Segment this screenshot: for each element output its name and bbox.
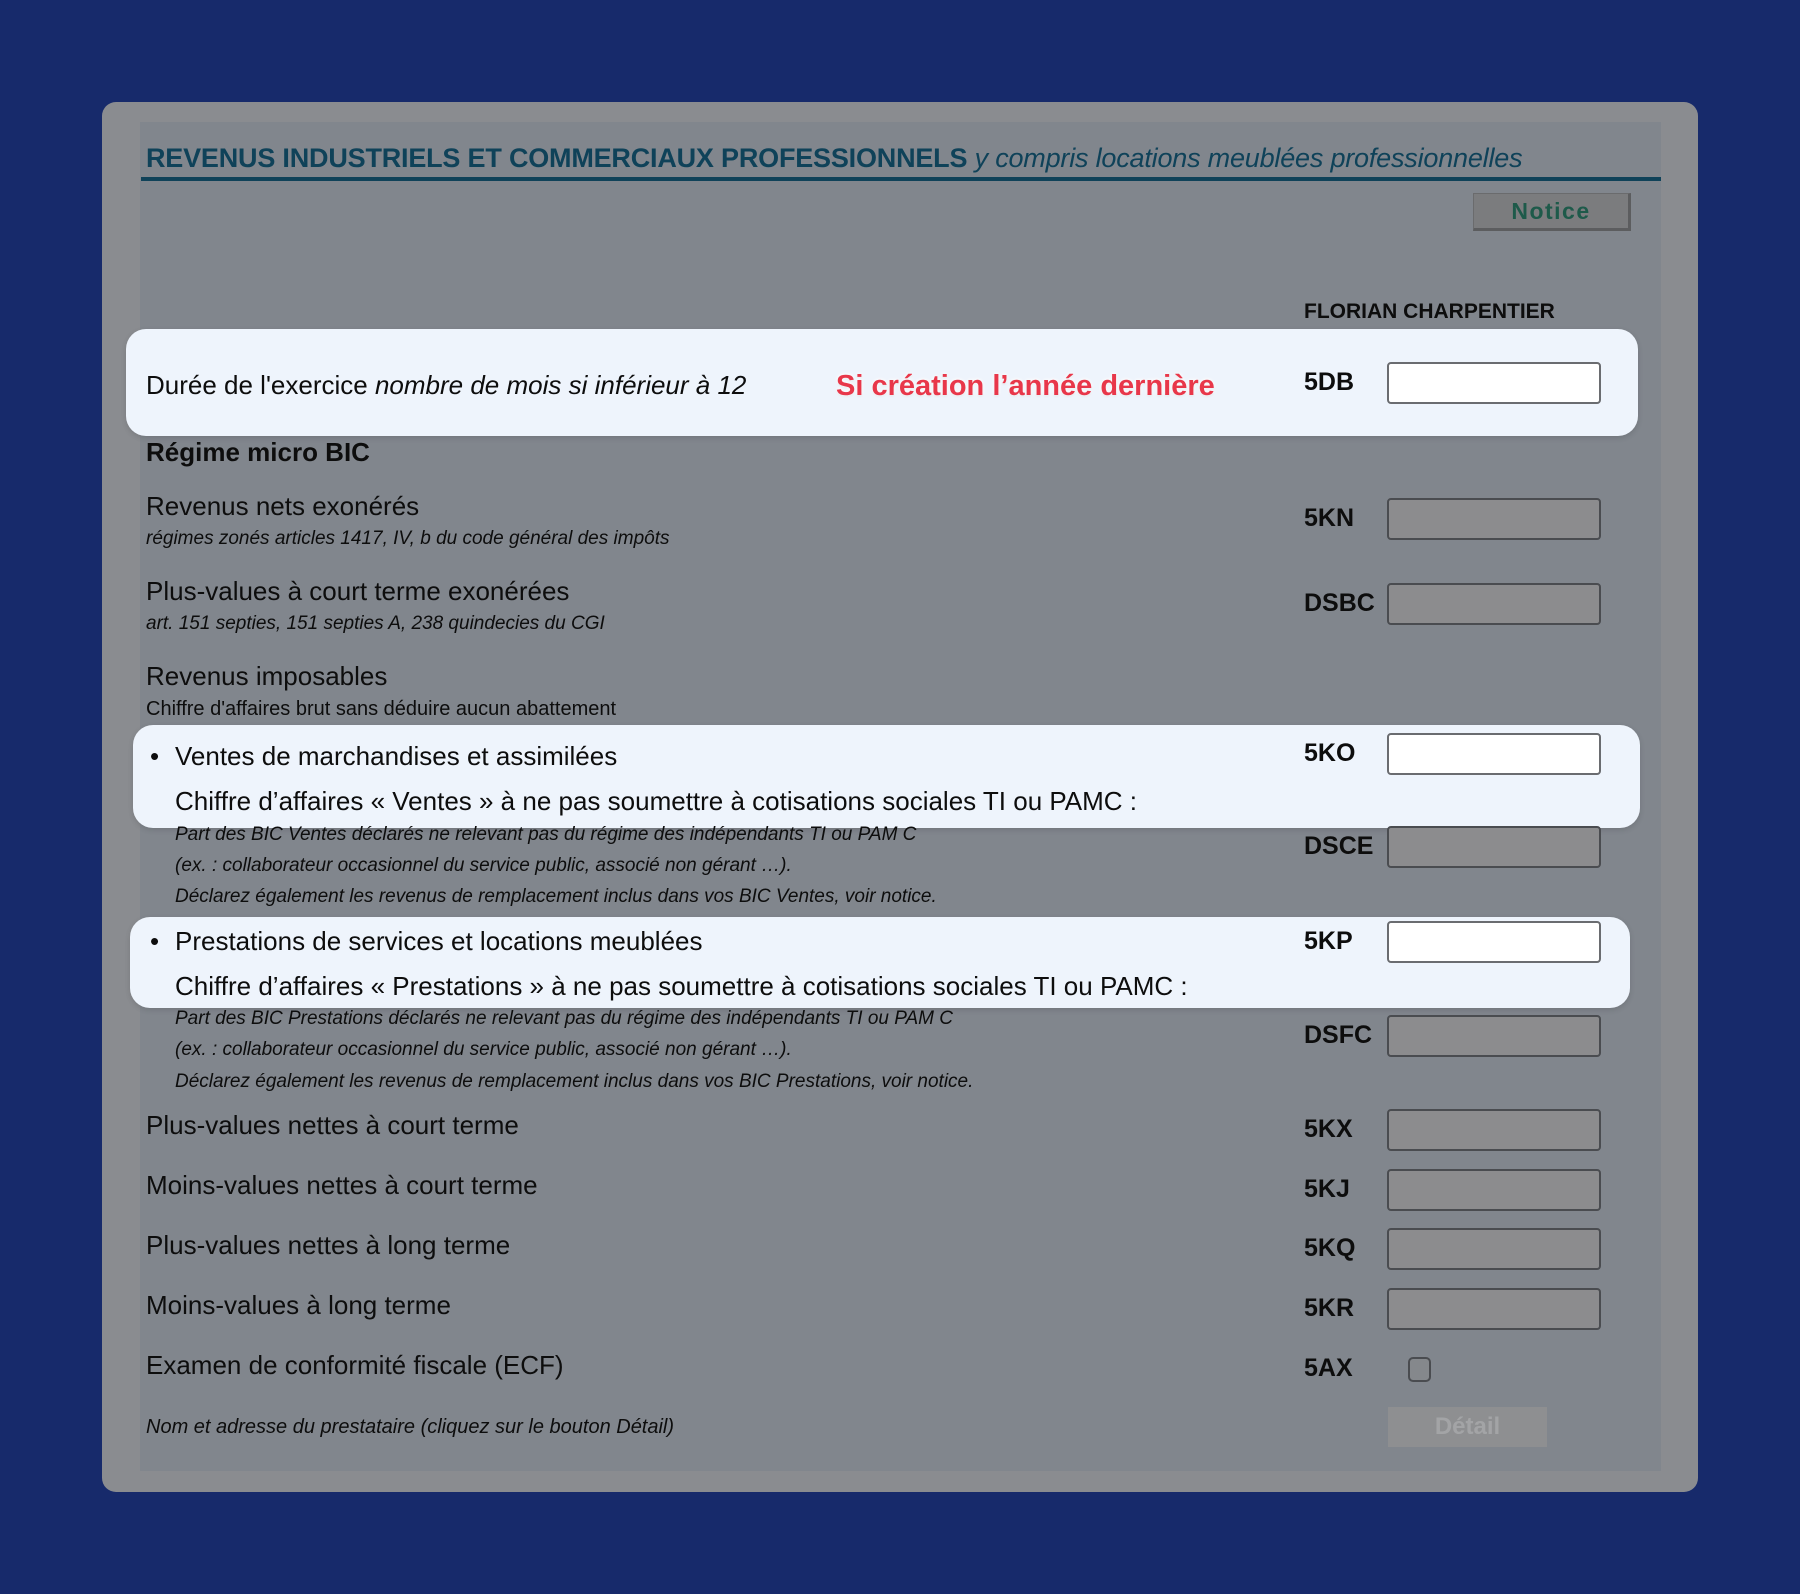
ecf-label: Examen de conformité fiscale (ECF) xyxy=(146,1350,564,1380)
ventes-note-1: Part des BIC Ventes déclarés ne relevant pas du régime des indépendants TI ou PAM C xyxy=(175,824,917,845)
section-title xyxy=(146,143,1522,174)
input-5kq[interactable] xyxy=(1387,1228,1601,1270)
pv-ct-exo-sub: art. 151 septies, 151 septies A, 238 quindecies du CGI xyxy=(146,613,605,634)
revenus-imposables-sub: Chiffre d'affaires brut sans déduire aucun abattement xyxy=(146,698,617,720)
duree-label-text: Durée de l'exercice xyxy=(146,370,375,400)
checkbox-5ax[interactable] xyxy=(1408,1357,1431,1382)
section-title-subtitle: y compris locations meublées professionnelles xyxy=(974,143,1523,173)
revenus-nets-label: Revenus nets exonérés xyxy=(146,491,420,521)
title-underline xyxy=(141,177,1661,181)
code-5db: 5DB xyxy=(1304,368,1355,396)
input-5kn[interactable] xyxy=(1387,498,1601,540)
code-5kj: 5KJ xyxy=(1304,1175,1350,1203)
code-dsce: DSCE xyxy=(1304,832,1374,860)
input-5kp[interactable] xyxy=(1387,921,1601,963)
input-dsfc[interactable] xyxy=(1387,1015,1601,1057)
prestataire-label: Nom et adresse du prestataire (cliquez sur le bouton Détail) xyxy=(146,1416,675,1438)
code-5kr: 5KR xyxy=(1304,1294,1355,1322)
duree-label xyxy=(146,370,746,401)
mv-nettes-ct-label: Moins-values nettes à court terme xyxy=(146,1170,538,1200)
prestations-label: Prestations de services et locations meublées xyxy=(175,926,703,956)
detail-button[interactable]: Détail xyxy=(1388,1407,1547,1447)
mv-lt-label: Moins-values à long terme xyxy=(146,1290,451,1320)
revenus-nets-sub: régimes zonés articles 1417, IV, b du code général des impôts xyxy=(146,528,670,549)
ventes-ca-label: Chiffre d’affaires « Ventes » à ne pas soumettre à cotisations sociales TI ou PAMC : xyxy=(175,786,1138,816)
regime-heading: Régime micro BIC xyxy=(146,437,370,467)
pv-ct-exo-label: Plus-values à court terme exonérées xyxy=(146,576,570,606)
notice-button[interactable]: Notice xyxy=(1473,193,1631,231)
prestations-note-2: (ex. : collaborateur occasionnel du service public, associé non gérant …). xyxy=(175,1039,792,1060)
code-dsfc: DSFC xyxy=(1304,1021,1373,1049)
input-dsbc[interactable] xyxy=(1387,583,1601,625)
ventes-note-2: (ex. : collaborateur occasionnel du service public, associé non gérant …). xyxy=(175,855,792,876)
input-5kj[interactable] xyxy=(1387,1169,1601,1211)
prestations-ca-label: Chiffre d’affaires « Prestations » à ne pas soumettre à cotisations sociales TI ou PAMC : xyxy=(175,971,1188,1001)
revenus-imposables-label: Revenus imposables xyxy=(146,661,388,691)
code-5kx: 5KX xyxy=(1304,1115,1353,1143)
bullet-prestations: • xyxy=(150,926,160,956)
duree-label-italic: nombre de mois si inférieur à 12 xyxy=(374,370,747,400)
code-5ko: 5KO xyxy=(1304,739,1356,767)
ventes-note-3: Déclarez également les revenus de remplacement inclus dans vos BIC Ventes, voir notice. xyxy=(175,886,937,907)
bullet-ventes: • xyxy=(150,741,160,771)
creation-annotation: Si création l’année dernière xyxy=(836,370,1215,402)
prestations-note-3: Déclarez également les revenus de remplacement inclus dans vos BIC Prestations, voir notice. xyxy=(175,1071,974,1092)
pv-nettes-ct-label: Plus-values nettes à court terme xyxy=(146,1110,519,1140)
input-5db[interactable] xyxy=(1387,362,1601,404)
input-5kr[interactable] xyxy=(1387,1288,1601,1330)
code-5kn: 5KN xyxy=(1304,504,1355,532)
prestations-note-1: Part des BIC Prestations déclarés ne relevant pas du régime des indépendants TI ou PAM C xyxy=(175,1008,954,1029)
section-title-main: REVENUS INDUSTRIELS ET COMMERCIAUX PROFESSIONNELS xyxy=(146,143,968,173)
pv-nettes-lt-label: Plus-values nettes à long terme xyxy=(146,1230,511,1260)
input-5kx[interactable] xyxy=(1387,1109,1601,1151)
code-5kp: 5KP xyxy=(1304,927,1353,955)
code-5kq: 5KQ xyxy=(1304,1234,1356,1262)
code-dsbc: DSBC xyxy=(1304,589,1375,617)
ventes-label: Ventes de marchandises et assimilées xyxy=(175,741,618,771)
input-dsce[interactable] xyxy=(1387,826,1601,868)
input-5ko[interactable] xyxy=(1387,733,1601,775)
taxpayer-name: FLORIAN CHARPENTIER xyxy=(1304,300,1555,323)
code-5ax: 5AX xyxy=(1304,1354,1353,1382)
